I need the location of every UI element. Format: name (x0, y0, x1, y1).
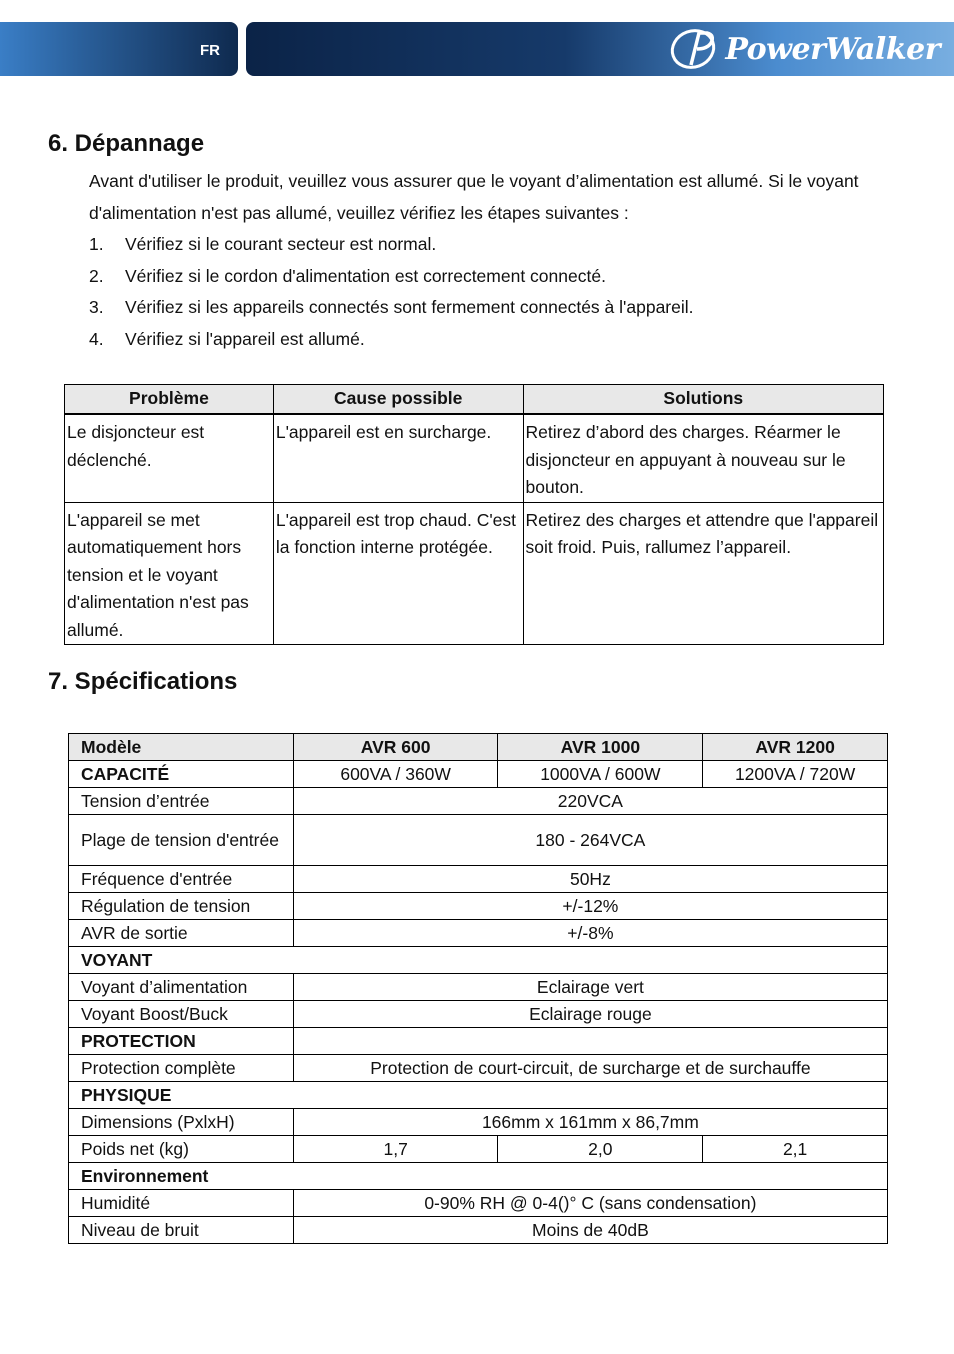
troubleshooting-title: 6. Dépannage (48, 130, 205, 157)
column-header: AVR 1000 (498, 734, 703, 761)
brand-name: PowerWalker (725, 31, 940, 67)
row-label: Protection complète (69, 1055, 294, 1082)
table-row (69, 788, 888, 815)
table-cell: 220VCA (293, 788, 887, 815)
brand-logo (669, 27, 940, 71)
table-section-row (69, 947, 888, 974)
table-cell: +/-12% (293, 893, 887, 920)
row-label: Voyant d’alimentation (69, 974, 294, 1001)
row-label: Niveau de bruit (69, 1217, 294, 1244)
table-cell: L'appareil se met automatiquement hors tension et le voyant d'alimentation n'est pas allumé. (65, 502, 274, 645)
table-cell (293, 1028, 887, 1055)
table-cell: Eclairage vert (293, 974, 887, 1001)
table-header-row (69, 734, 888, 761)
table-section-row (69, 1082, 888, 1109)
brand-bar (246, 22, 954, 76)
troubleshooting-steps (89, 229, 694, 356)
row-label: Fréquence d'entrée (69, 866, 294, 893)
row-label: Tension d’entrée (69, 788, 294, 815)
powerwalker-logo-icon (669, 27, 721, 71)
table-row (69, 1217, 888, 1244)
table-cell: Retirez des charges et attendre que l'appareil soit froid. Puis, rallumez l’appareil. (523, 502, 883, 645)
table-cell: Eclairage rouge (293, 1001, 887, 1028)
table-row (69, 1001, 888, 1028)
table-cell: 1000VA / 600W (498, 761, 703, 788)
table-row (69, 1055, 888, 1082)
table-row (69, 974, 888, 1001)
table-row (65, 502, 884, 645)
table-cell: Moins de 40dB (293, 1217, 887, 1244)
table-cell: 0-90% RH @ 0-4()° C (sans condensation) (293, 1190, 887, 1217)
column-header: Solutions (523, 385, 883, 415)
troubleshooting-table (64, 384, 884, 645)
table-row (69, 1190, 888, 1217)
list-item: 4. Vérifiez si l'appareil est allumé. (89, 329, 365, 350)
table-cell: L'appareil est en surcharge. (273, 414, 523, 502)
specifications-table (68, 733, 888, 1244)
table-cell: +/-8% (293, 920, 887, 947)
list-item: 1. Vérifiez si le courant secteur est normal. (89, 234, 437, 254)
list-item: 3. Vérifiez si les appareils connectés sont fermement connectés à l'appareil. (89, 297, 694, 318)
column-header: Modèle (69, 734, 294, 761)
column-header: Problème (65, 385, 274, 415)
table-cell: Protection de court-circuit, de surcharge et de surchauffe (293, 1055, 887, 1082)
table-header-row (65, 385, 884, 415)
language-label: FR (200, 42, 220, 59)
table-row (69, 1136, 888, 1163)
section-label: PHYSIQUE (69, 1082, 888, 1109)
list-item: 2. Vérifiez si le cordon d'alimentation est correctement connecté. (89, 265, 606, 286)
section-label: VOYANT (69, 947, 888, 974)
table-cell: 2,1 (703, 1136, 888, 1163)
troubleshooting-intro: Avant d'utiliser le produit, veuillez vous assurer que le voyant d’alimentation est allumé. Si le voyant d'alimentation n'est pas allumé, veuillez vérifiez les étapes suivantes : (89, 171, 859, 223)
table-row (69, 893, 888, 920)
table-cell: Retirez d’abord des charges. Réarmer le disjoncteur en appuyant à nouveau sur le bouton. (523, 414, 883, 502)
row-label: Poids net (kg) (69, 1136, 294, 1163)
table-section-row (69, 1163, 888, 1190)
specifications-title: 7. Spécifications (48, 668, 238, 695)
table-cell: L'appareil est trop chaud. C'est la fonction interne protégée. (273, 502, 523, 645)
row-label: AVR de sortie (69, 920, 294, 947)
table-cell: 50Hz (293, 866, 887, 893)
row-label: Régulation de tension (69, 893, 294, 920)
table-row (69, 1109, 888, 1136)
table-cell: 600VA / 360W (293, 761, 498, 788)
section-label: PROTECTION (69, 1028, 294, 1055)
table-row (69, 815, 888, 866)
table-cell: 1,7 (293, 1136, 498, 1163)
row-label: Dimensions (PxlxH) (69, 1109, 294, 1136)
table-row (69, 761, 888, 788)
row-label: Voyant Boost/Buck (69, 1001, 294, 1028)
column-header: AVR 1200 (703, 734, 888, 761)
table-row (69, 866, 888, 893)
table-row (69, 920, 888, 947)
row-label: Plage de tension d'entrée (69, 815, 294, 866)
language-tab (0, 22, 238, 76)
table-cell: 2,0 (498, 1136, 703, 1163)
row-label: CAPACITÉ (69, 761, 294, 788)
table-cell: 1200VA / 720W (703, 761, 888, 788)
column-header: Cause possible (273, 385, 523, 415)
table-section-row (69, 1028, 888, 1055)
column-header: AVR 600 (293, 734, 498, 761)
table-cell: 180 - 264VCA (293, 815, 887, 866)
section-label: Environnement (69, 1163, 888, 1190)
table-row (65, 414, 884, 502)
row-label: Humidité (69, 1190, 294, 1217)
table-cell: Le disjoncteur est déclenché. (65, 414, 274, 502)
table-cell: 166mm x 161mm x 86,7mm (293, 1109, 887, 1136)
